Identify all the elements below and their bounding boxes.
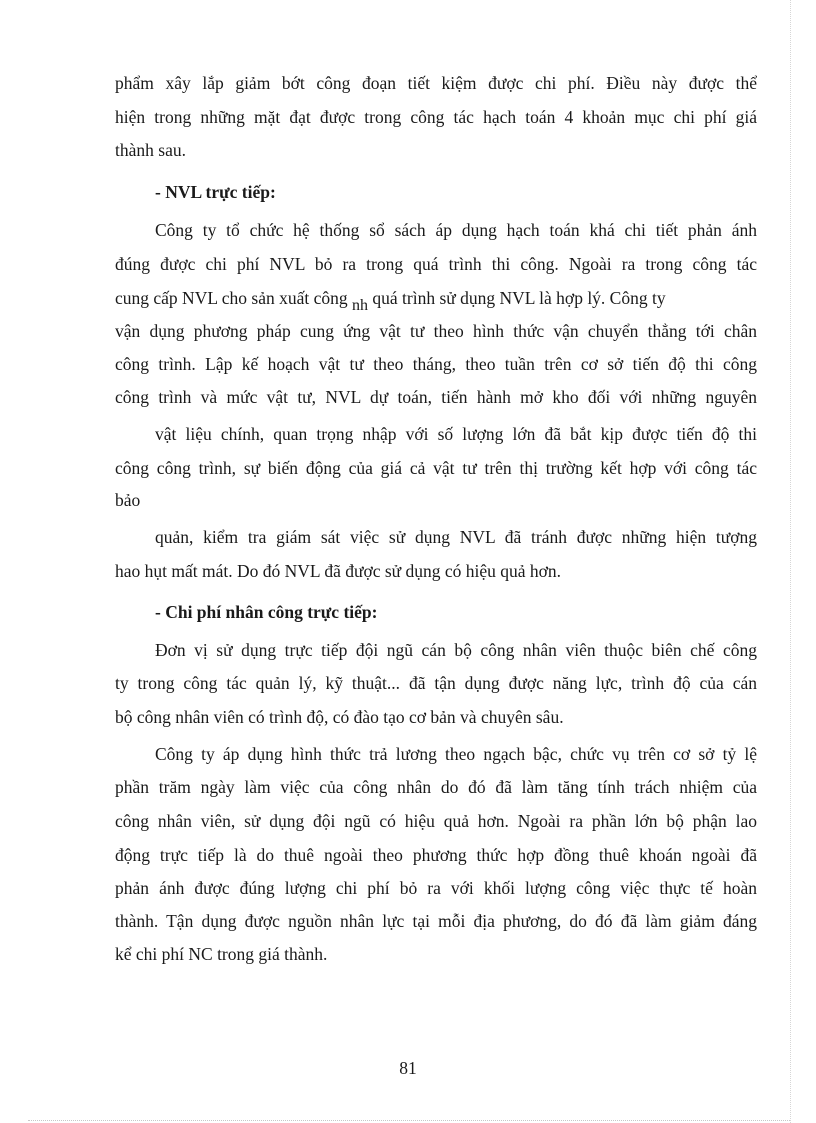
body-line: vật liệu chính, quan trọng nhập với số lượng lớn đã bắt kịp được tiến độ thi <box>155 424 757 444</box>
page-number: 81 <box>399 1058 417 1078</box>
body-line: Công ty áp dụng hình thức trả lương theo ngạch bậc, chức vụ trên cơ sở tỷ lệ <box>155 744 757 764</box>
body-line: phần trăm ngày làm việc của công nhân do đó đã làm tăng tính trách nhiệm của <box>115 777 757 797</box>
body-line-part: cung cấp NVL cho sản xuất công <box>115 288 348 308</box>
body-line: công trình. Lập kế hoạch vật tư theo tháng, theo tuần trên cơ sở tiến độ thi công <box>115 354 757 374</box>
body-line: thành sau. <box>115 140 186 160</box>
section-heading-labor: - Chi phí nhân công trực tiếp: <box>155 602 378 622</box>
body-line: đúng được chi phí NVL bỏ ra trong quá trình thi công. Ngoài ra trong công tác <box>115 254 757 274</box>
body-line: phản ánh được đúng lượng chi phí bỏ ra với khối lượng công việc thực tế hoàn <box>115 878 757 898</box>
body-line: ty trong công tác quản lý, kỹ thuật... đã tận dụng được năng lực, trình độ của cán <box>115 673 757 693</box>
body-line-split <box>115 287 757 314</box>
right-margin-divider <box>790 0 791 1123</box>
body-line: công nhân viên, sử dụng đội ngũ có hiệu quả hơn. Ngoài ra phần lớn bộ phận lao <box>115 811 757 831</box>
section-heading-nvl: - NVL trực tiếp: <box>155 182 276 202</box>
body-line: vận dụng phương pháp cung ứng vật tư theo hình thức vận chuyển thẳng tới chân <box>115 321 757 341</box>
body-line: Đơn vị sử dụng trực tiếp đội ngũ cán bộ công nhân viên thuộc biên chế công <box>155 640 757 660</box>
body-line: công công trình, sự biến động của giá cả vật tư trên thị trường kết hợp với công tác <box>115 458 757 478</box>
body-line: kể chi phí NC trong giá thành. <box>115 944 328 964</box>
body-line-part: quá trình sử dụng NVL là hợp lý. Công ty <box>372 288 666 308</box>
body-line: bộ công nhân viên có trình độ, có đào tạo cơ bản và chuyên sâu. <box>115 707 564 727</box>
bottom-divider <box>28 1120 790 1121</box>
body-line: thành. Tận dụng được nguồn nhân lực tại mỗi địa phương, do đó đã làm giảm đáng <box>115 911 757 931</box>
body-line: hiện trong những mặt đạt được trong công tác hạch toán 4 khoản mục chi phí giá <box>115 107 757 127</box>
body-line: Công ty tổ chức hệ thống sổ sách áp dụng hạch toán khá chi tiết phản ánh <box>155 220 757 240</box>
body-line: quản, kiểm tra giám sát việc sử dụng NVL đã tránh được những hiện tượng <box>155 527 757 547</box>
body-line: động trực tiếp là do thuê ngoài theo phương thức hợp đồng thuê khoán ngoài đã <box>115 845 757 865</box>
body-line-fragment: nh <box>352 297 368 314</box>
body-line: hao hụt mất mát. Do đó NVL đã được sử dụng có hiệu quả hơn. <box>115 561 562 581</box>
body-line: công trình và mức vật tư, NVL dự toán, tiến hành mở kho đối với những nguyên <box>115 387 757 407</box>
body-line: bảo <box>115 490 141 510</box>
body-line: phẩm xây lắp giảm bớt công đoạn tiết kiệm được chi phí. Điều này được thể <box>115 73 757 93</box>
